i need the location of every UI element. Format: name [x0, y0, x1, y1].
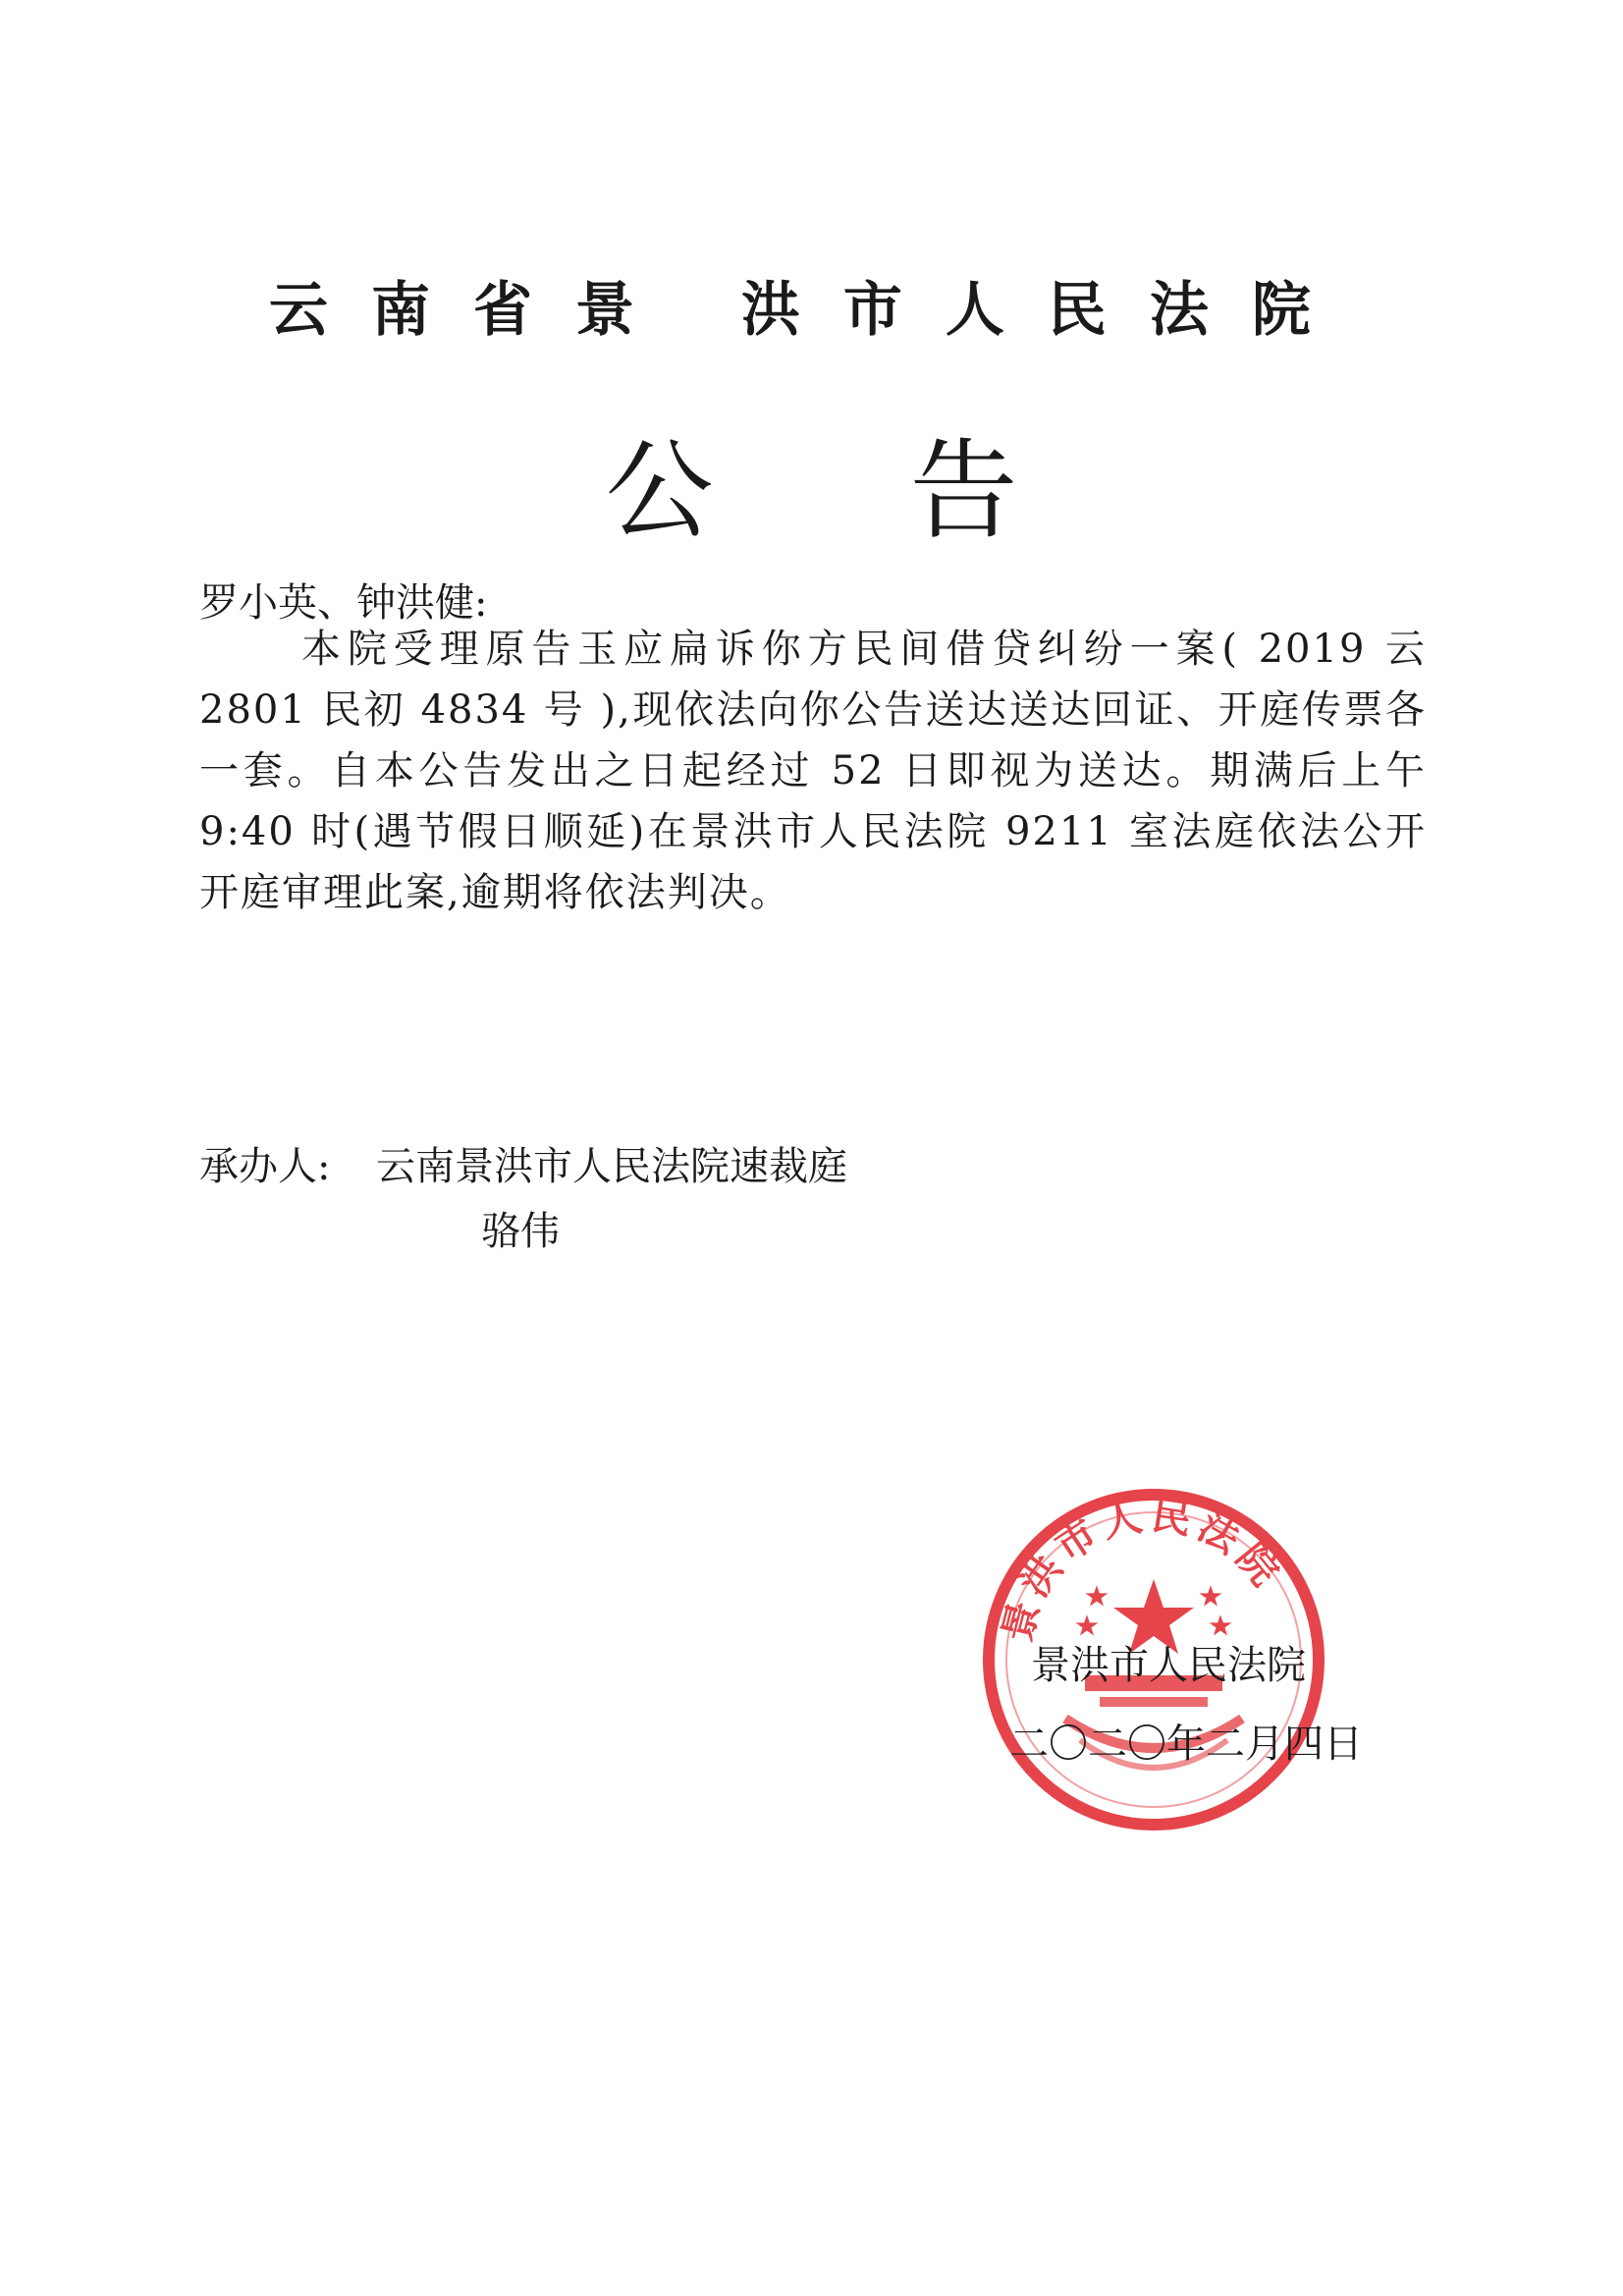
notice-body-paragraph: 本院受理原告玉应扁诉你方民间借贷纠纷一案( 2019 云 2801 民初 4834 号 ),现依法向你公告送达送达回证、开庭传票各一套。自本公告发出之日起经过 52 日即视为送达。期满后上午 9:40 时(遇节假日顺延)在景洪市人民法院 9211 室法庭依法公开开庭审理此案,逾期将依法判决。 [199, 627, 1427, 915]
seal-arc-text: 景洪市人民法院 [995, 1493, 1291, 1647]
document-title: 公告 [605, 428, 1215, 554]
handler-label: 承办人: [199, 1144, 331, 1189]
handler-person: 骆伟 [481, 1209, 560, 1254]
handler-line [199, 1135, 847, 1191]
court-name-heading: 云南省景 洪市人民法院 [269, 276, 1354, 345]
handler-department: 云南景洪市人民法院速裁庭 [376, 1144, 847, 1189]
signing-court-name: 景洪市人民法院 [1031, 1643, 1306, 1688]
signing-date: 二〇二〇年二月四日 [1009, 1722, 1363, 1767]
addressee-salutation: 罗小英、钟洪健: [199, 580, 488, 626]
